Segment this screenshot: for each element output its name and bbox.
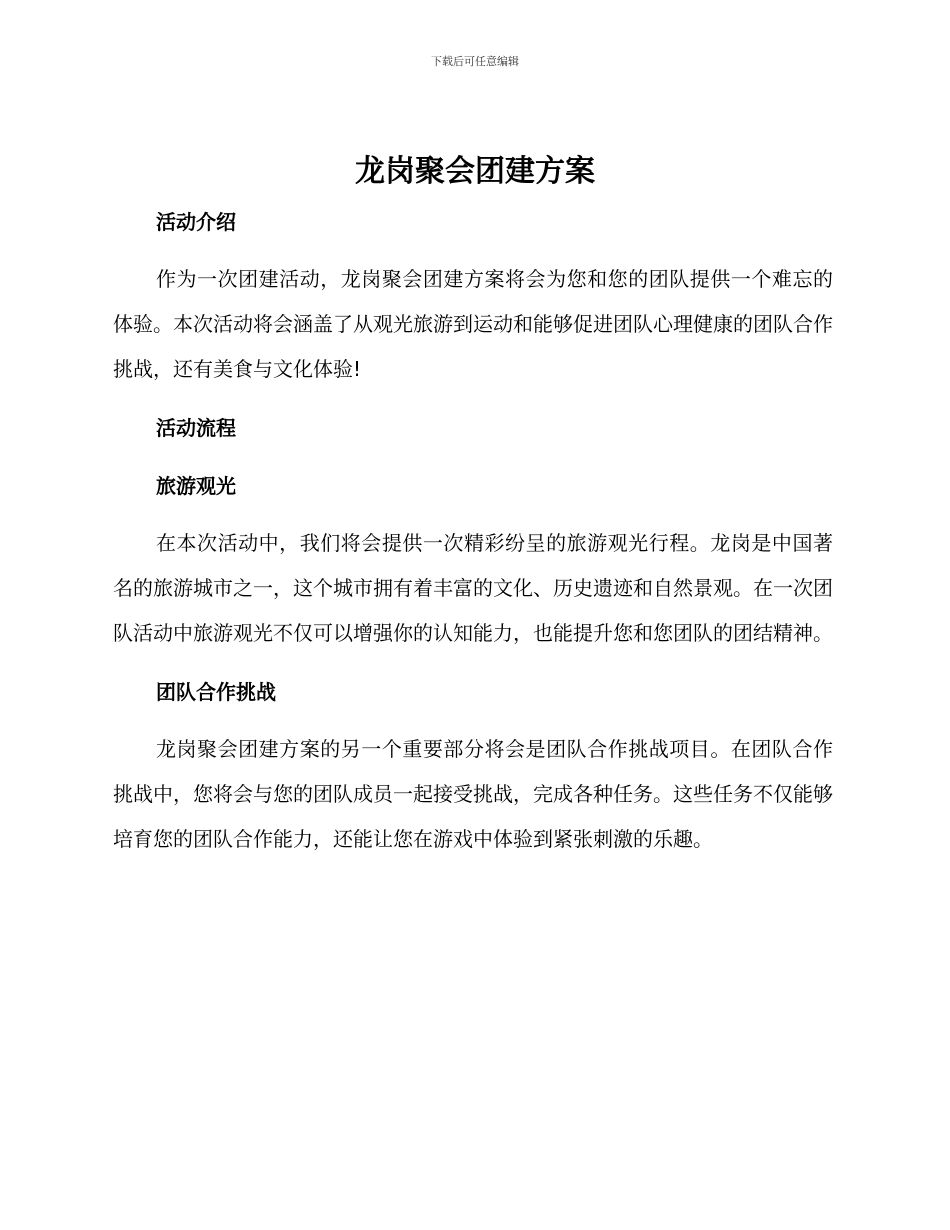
document-body — [113, 200, 833, 862]
paragraph-team: 龙岗聚会团建方案的另一个重要部分将会是团队合作挑战项目。在团队合作挑战中，您将会与您的团队成员一起接受挑战，完成各种任务。这些任务不仅能够培育您的团队合作能力，还能让您在游戏中体验到紧张刺激的乐趣。 — [113, 737, 833, 851]
header-note: 下载后可任意编辑 — [431, 55, 519, 68]
paragraph-intro: 作为一次团建活动，龙岗聚会团建方案将会为您和您的团队提供一个难忘的体验。本次活动将会涵盖了从观光旅游到运动和能够促进团队心理健康的团队合作挑战，还有美食与文化体验! — [113, 267, 833, 381]
section-heading-team: 团队合作挑战 — [156, 680, 276, 704]
paragraph-tour: 在本次活动中，我们将会提供一次精彩纷呈的旅游观光行程。龙岗是中国著名的旅游城市之一，这个城市拥有着丰富的文化、历史遗迹和自然景观。在一次团队活动中旅游观光不仅可以增强你的认知能力，也能提升您和您团队的团结精神。 — [113, 531, 833, 645]
section-heading-tour: 旅游观光 — [156, 474, 236, 498]
section-heading-intro: 活动介绍 — [156, 210, 236, 234]
section-heading-flow: 活动流程 — [156, 416, 236, 440]
document-title: 龙岗聚会团建方案 — [355, 154, 595, 189]
